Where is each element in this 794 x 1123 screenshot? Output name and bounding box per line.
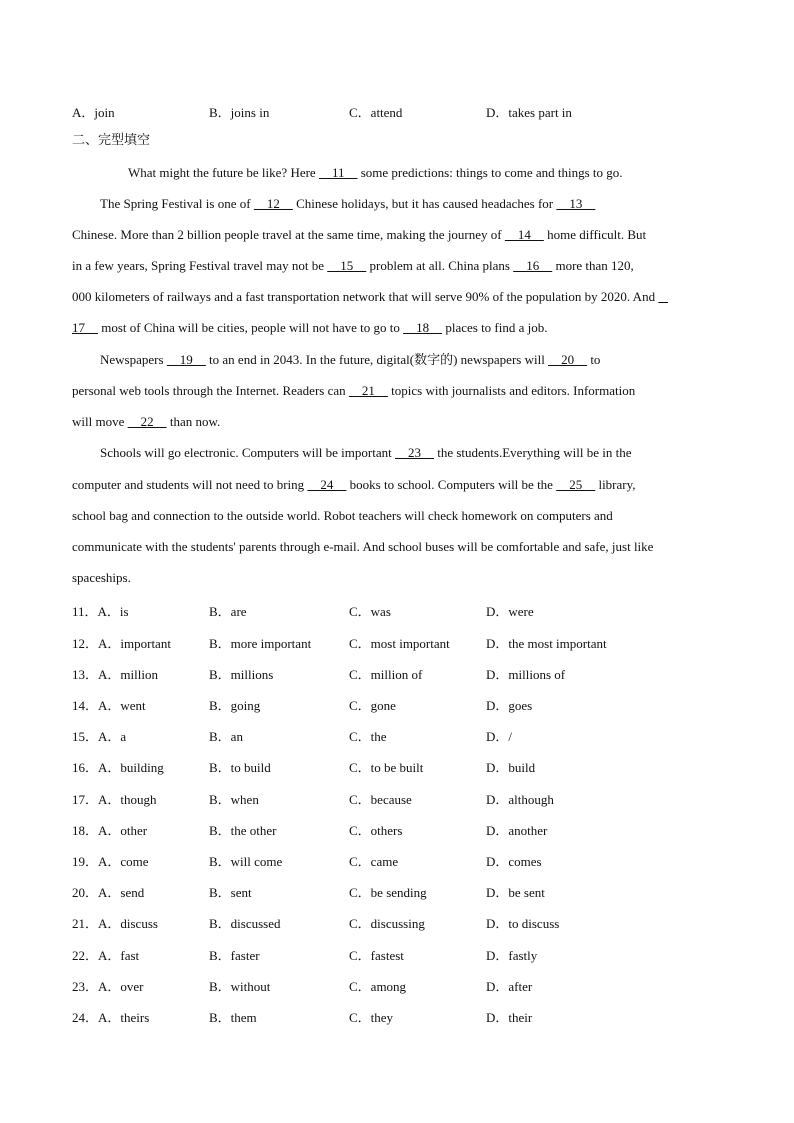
blank-16: 16 — [513, 258, 553, 273]
option-a: A．join — [72, 105, 115, 120]
question-15 — [72, 726, 732, 742]
option-c: C．attend — [349, 105, 403, 120]
blank-18: 18 — [403, 320, 443, 335]
question-12-c: C．most important — [349, 636, 450, 651]
passage-line: Newspapers 19 to an end in 2043. In the future, digital(数字的) newspapers will 20 to — [100, 352, 601, 367]
blank-24: 24 — [307, 477, 347, 492]
question-19-c: C．came — [349, 854, 399, 869]
question-18-a: 18．A．other — [72, 823, 148, 838]
question-11-a: 11．A．is — [72, 604, 129, 619]
passage-line: What might the future be like? Here 11 some predictions: things to come and things to go. — [128, 165, 623, 180]
question-16-c: C．to be built — [349, 760, 424, 775]
blank-12: 12 — [253, 196, 293, 211]
question-23-b: B．without — [209, 979, 271, 994]
blank-15: 15 — [327, 258, 367, 273]
question-17-a: 17．A．though — [72, 792, 157, 807]
question-14 — [72, 695, 732, 711]
question-20-d: D．be sent — [486, 885, 545, 900]
question-21-a: 21．A．discuss — [72, 916, 158, 931]
blank-11: 11 — [318, 165, 358, 180]
question-19-a: 19．A．come — [72, 854, 149, 869]
passage-line: will move 22 than now. — [72, 414, 221, 429]
question-14-a: 14．A．went — [72, 698, 146, 713]
section-title: 二、完型填空 — [72, 133, 151, 148]
question-13-b: B．millions — [209, 667, 274, 682]
question-16-b: B．to build — [209, 760, 271, 775]
passage-line: Schools will go electronic. Computers will be important 23 the students.Everything will be in the — [100, 445, 632, 460]
question-22 — [72, 945, 732, 961]
question-14-b: B．going — [209, 698, 261, 713]
question-13-a: 13．A．million — [72, 667, 158, 682]
question-23-a: 23．A．over — [72, 979, 144, 994]
question-17-d: D．although — [486, 792, 554, 807]
question-12 — [72, 633, 732, 649]
question-22-b: B．faster — [209, 948, 260, 963]
blank-23: 23 — [394, 445, 434, 460]
question-18-c: C．others — [349, 823, 403, 838]
question-20-c: C．be sending — [349, 885, 427, 900]
question-11-b: B．are — [209, 604, 247, 619]
option-d: D．takes part in — [486, 105, 572, 120]
question-21-b: B．discussed — [209, 916, 281, 931]
blank-21: 21 — [348, 383, 388, 398]
question-22-c: C．fastest — [349, 948, 404, 963]
passage-line: 000 kilometers of railways and a fast transportation network that will serve 90% of the population by 2020. And — [72, 289, 668, 305]
question-18-b: B．the other — [209, 823, 277, 838]
question-17-b: B．when — [209, 792, 259, 807]
question-24-c: C．they — [349, 1010, 394, 1025]
question-16-a: 16．A．building — [72, 760, 164, 775]
question-14-d: D．goes — [486, 698, 533, 713]
blank-25: 25 — [556, 477, 596, 492]
passage-line: Chinese. More than 2 billion people travel at the same time, making the journey of 14 home difficult. But — [72, 227, 647, 242]
question-24-d: D．their — [486, 1010, 533, 1025]
question-21 — [72, 913, 732, 929]
question-16 — [72, 757, 732, 773]
question-18 — [72, 820, 732, 836]
question-13 — [72, 664, 732, 680]
blank-17: 17 — [72, 320, 98, 335]
blank-14: 14 — [504, 227, 544, 242]
passage-line: 17 most of China will be cities, people will not have to go to 18 places to find a job. — [72, 320, 548, 335]
question-15-b: B．an — [209, 729, 243, 744]
passage-line: The Spring Festival is one of 12 Chinese holidays, but it has caused headaches for 13 — [100, 196, 596, 211]
question-15-c: C．the — [349, 729, 387, 744]
question-20-a: 20．A．send — [72, 885, 145, 900]
question-12-a: 12．A．important — [72, 636, 171, 651]
question-21-d: D．to discuss — [486, 916, 560, 931]
question-11-c: C．was — [349, 604, 391, 619]
previous-question-options — [72, 102, 732, 118]
question-13-c: C．million of — [349, 667, 423, 682]
option-b: B．joins in — [209, 105, 270, 120]
question-13-d: D．millions of — [486, 667, 566, 682]
question-20 — [72, 882, 732, 898]
blank-19: 19 — [166, 352, 206, 367]
question-14-c: C．gone — [349, 698, 396, 713]
question-11 — [72, 601, 732, 617]
passage-line: computer and students will not need to bring 24 books to school. Computers will be the 25 library, — [72, 477, 636, 492]
question-16-d: D．build — [486, 760, 536, 775]
question-12-b: B．more important — [209, 636, 312, 651]
question-24-b: B．them — [209, 1010, 257, 1025]
question-19 — [72, 851, 732, 867]
question-23 — [72, 976, 732, 992]
question-17 — [72, 789, 732, 805]
question-15-a: 15．A．a — [72, 729, 127, 744]
question-11-d: D．were — [486, 604, 534, 619]
question-19-d: D．comes — [486, 854, 542, 869]
question-15-d: D．/ — [486, 729, 513, 744]
passage-line: spaceships. — [72, 570, 131, 585]
question-17-c: C．because — [349, 792, 412, 807]
question-22-d: D．fastly — [486, 948, 538, 963]
question-21-c: C．discussing — [349, 916, 425, 931]
blank-22: 22 — [127, 414, 167, 429]
question-22-a: 22．A．fast — [72, 948, 140, 963]
question-20-b: B．sent — [209, 885, 252, 900]
question-12-d: D．the most important — [486, 636, 607, 651]
question-24 — [72, 1007, 732, 1023]
question-24-a: 24．A．theirs — [72, 1010, 150, 1025]
question-18-d: D．another — [486, 823, 548, 838]
passage-line: school bag and connection to the outside world. Robot teachers will check homework on computers and — [72, 508, 613, 523]
blank-17-start — [658, 289, 668, 304]
passage-line: communicate with the students' parents through e-mail. And school buses will be comfortable and safe, just like — [72, 539, 654, 554]
passage-line: personal web tools through the Internet. Readers can 21 topics with journalists and editors. Information — [72, 383, 636, 398]
question-23-c: C．among — [349, 979, 407, 994]
blank-13: 13 — [556, 196, 596, 211]
passage-line: in a few years, Spring Festival travel may not be 15 problem at all. China plans 16 more than 120, — [72, 258, 634, 273]
blank-20: 20 — [548, 352, 588, 367]
question-19-b: B．will come — [209, 854, 283, 869]
question-23-d: D．after — [486, 979, 533, 994]
